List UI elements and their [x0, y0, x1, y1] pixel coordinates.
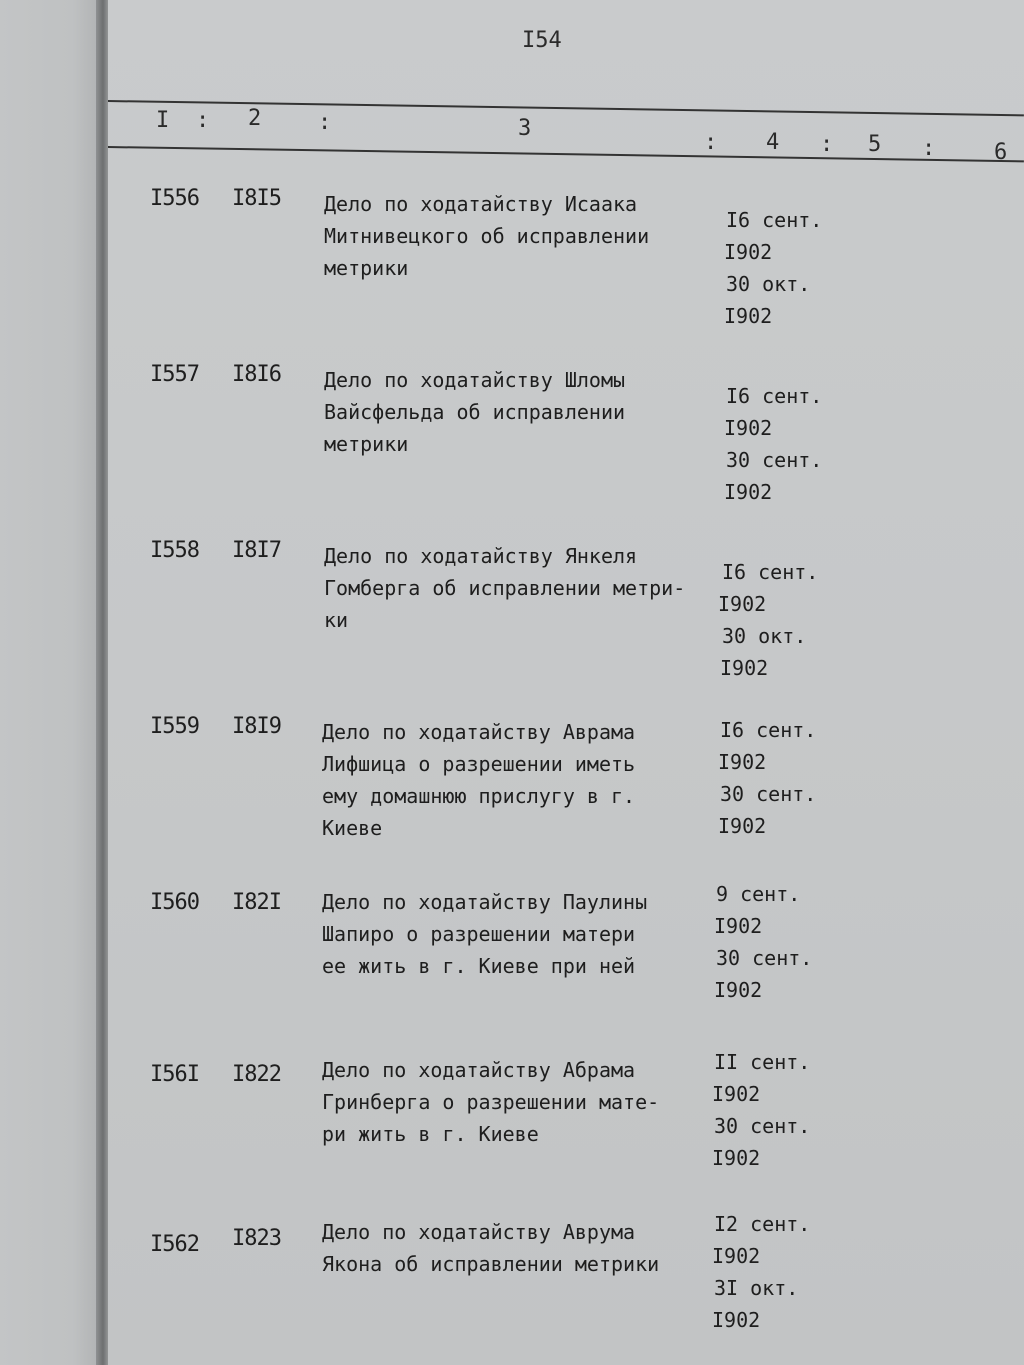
case-title: Дело по ходатайству Исаака Митнивецкого об исправлении метрики	[324, 192, 650, 280]
case-dates	[714, 1208, 810, 1336]
case-dates	[716, 878, 812, 1006]
list-item	[108, 186, 1024, 336]
case-dates	[726, 204, 822, 332]
start-date: I2 сент.	[714, 1212, 811, 1236]
end-year: I902	[712, 1308, 761, 1332]
end-date: 30 сент.	[726, 448, 823, 472]
start-date: I6 сент.	[722, 560, 819, 584]
inventory-number: I560	[150, 890, 199, 915]
end-year: I902	[724, 480, 773, 504]
start-date: I6 сент.	[726, 208, 823, 232]
list-item	[108, 882, 1024, 1040]
list-item	[108, 538, 1024, 688]
start-year: I902	[712, 1244, 761, 1268]
case-title: Дело по ходатайству Янкеля Гомберга об исправлении метри- ки	[324, 544, 686, 632]
end-year: I902	[718, 814, 767, 838]
end-year: I902	[712, 1146, 761, 1170]
list-item	[108, 1212, 1024, 1365]
list-item	[108, 362, 1024, 512]
end-date: 30 окт.	[722, 624, 807, 648]
column-header-3: 3	[518, 116, 532, 141]
column-separator: :	[820, 132, 834, 157]
inventory-number: I558	[150, 538, 199, 563]
column-separator: :	[704, 130, 718, 155]
case-title: Дело по ходатайству Шломы Вайсфельда об исправлении метрики	[324, 368, 626, 456]
case-dates	[720, 714, 816, 842]
old-case-number: I823	[232, 1226, 281, 1251]
column-header-2: 2	[248, 106, 262, 131]
end-date: 3I окт.	[714, 1276, 799, 1300]
column-header-6: 6	[994, 140, 1008, 165]
case-title: Дело по ходатайству Паулины Шапиро о разрешении матери ее жить в г. Киеве при ней	[322, 890, 648, 978]
start-date: I6 сент.	[720, 718, 817, 742]
inventory-number: I559	[150, 714, 199, 739]
start-year: I902	[712, 1082, 761, 1106]
column-separator: :	[922, 136, 936, 161]
inventory-number: I557	[150, 362, 199, 387]
end-year: I902	[720, 656, 769, 680]
old-case-number: I8I7	[232, 538, 281, 563]
document-page	[108, 0, 1024, 1365]
column-header-5: 5	[868, 132, 882, 157]
page-number: I54	[522, 28, 562, 53]
start-year: I902	[724, 416, 773, 440]
start-date: 9 сент.	[716, 882, 801, 906]
list-item	[108, 714, 1024, 864]
end-date: 30 сент.	[720, 782, 817, 806]
column-header-1: I	[156, 108, 170, 133]
end-date: 30 сент.	[714, 1114, 811, 1138]
list-item	[108, 1050, 1024, 1212]
start-year: I902	[714, 914, 763, 938]
old-case-number: I822	[232, 1062, 281, 1087]
column-separator: :	[318, 110, 332, 135]
start-year: I902	[724, 240, 773, 264]
old-case-number: I82I	[232, 890, 281, 915]
inventory-number: I562	[150, 1232, 199, 1257]
old-case-number: I8I6	[232, 362, 281, 387]
start-date: II сент.	[714, 1050, 811, 1074]
end-date: 30 сент.	[716, 946, 813, 970]
inventory-number: I556	[150, 186, 199, 211]
case-dates	[718, 556, 819, 684]
start-date: I6 сент.	[726, 384, 823, 408]
facing-page-edge	[0, 0, 104, 1365]
case-title: Дело по ходатайству Аврама Лифшица о разрешении иметь ему домашнюю прислугу в г. Киеве	[322, 720, 636, 840]
old-case-number: I8I5	[232, 186, 281, 211]
header-rule-bottom	[108, 146, 1024, 162]
case-dates	[714, 1046, 810, 1174]
column-separator: :	[196, 108, 210, 133]
case-dates	[726, 380, 822, 508]
end-year: I902	[724, 304, 773, 328]
header-rule-top	[108, 100, 1024, 116]
inventory-number: I56I	[150, 1062, 199, 1087]
old-case-number: I8I9	[232, 714, 281, 739]
end-date: 30 окт.	[726, 272, 811, 296]
start-year: I902	[718, 592, 767, 616]
case-title: Дело по ходатайству Аврума Якона об исправлении метрики	[322, 1220, 660, 1276]
end-year: I902	[714, 978, 763, 1002]
case-title: Дело по ходатайству Абрама Гринберга о разрешении мате- ри жить в г. Киеве	[322, 1058, 660, 1146]
start-year: I902	[718, 750, 767, 774]
column-header-4: 4	[766, 130, 780, 155]
